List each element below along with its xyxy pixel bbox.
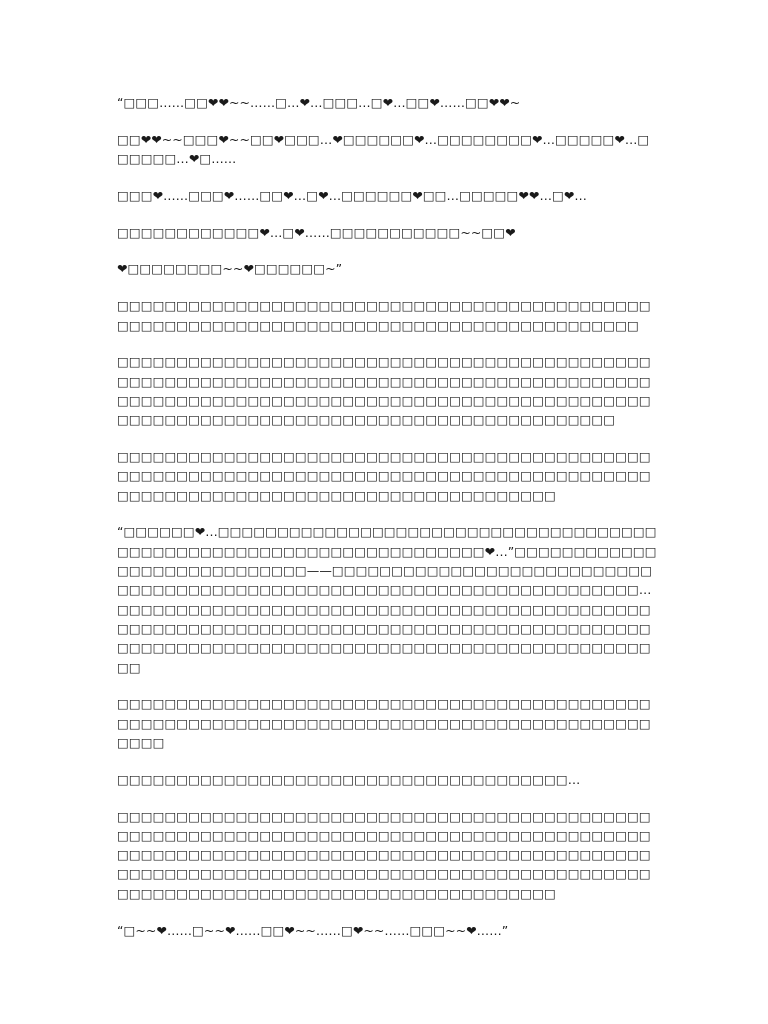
paragraph-2: □□❤❤~~□□□❤~~□□❤□□□…❤□□□□□□❤…□□□□□□□□❤…□□□□□❤…□□□□□□…❤□…… (117, 131, 650, 167)
paragraph-12: □□□□□□□□□□□□□□□□□□□□□□□□□□□□□□□□□□□□□□□□□□□□□□□□□□□□□□□□□□□□□□□□□□□□□□□□□□□□□□□□□□□□□□□□□□□□□□□□□□□□□□□□□□□□□□□□□□□□□□□□□□□□□□□□□□□□□□□□□□□□□□□□□□□□□□□□□□□□□□□□□□□□□□□□□□□□□□□□□□□□□□□□□□□□□□□□□□□□□□□□□□□□□□□□□□□□□□□□□ (117, 808, 651, 901)
paragraph-5: ❤□□□□□□□□~~❤□□□□□□~” (117, 261, 343, 277)
paragraph-10: □□□□□□□□□□□□□□□□□□□□□□□□□□□□□□□□□□□□□□□□□□□□□□□□□□□□□□□□□□□□□□□□□□□□□□□□□□□□□□□□□□□□□□□□□□□□□□ (117, 696, 651, 750)
paragraph-3: □□□❤……□□□❤……□□❤…□❤…□□□□□□❤□□…□□□□□❤❤…□❤… (117, 187, 587, 203)
paragraph-7: □□□□□□□□□□□□□□□□□□□□□□□□□□□□□□□□□□□□□□□□□□□□□□□□□□□□□□□□□□□□□□□□□□□□□□□□□□□□□□□□□□□□□□□□□□□□□□□□□□□□□□□□□□□□□□□□□□□□□□□□□□□□□□□□□□□□□□□□□□□□□□□□□□□□□□□□□□□□□□□□□□□□□□□□□□□□□□□□□ (117, 354, 651, 428)
paragraph-8: □□□□□□□□□□□□□□□□□□□□□□□□□□□□□□□□□□□□□□□□□□□□□□□□□□□□□□□□□□□□□□□□□□□□□□□□□□□□□□□□□□□□□□□□□□□□□□□□□□□□□□□□□□□□□□□□□□□□□□□□□□□□□□□ (117, 449, 651, 503)
paragraph-4: □□□□□□□□□□□□❤…□❤……□□□□□□□□□□□~~□□❤ (117, 224, 516, 240)
paragraph-6: □□□□□□□□□□□□□□□□□□□□□□□□□□□□□□□□□□□□□□□□□□□□□□□□□□□□□□□□□□□□□□□□□□□□□□□□□□□□□□□□□□□□□□□□□ (117, 298, 651, 333)
paragraph-1: “□□□……□□❤❤~~……□…❤…□□□…□❤…□□❤……□□❤❤~ (117, 95, 521, 110)
document-page (117, 93, 657, 940)
paragraph-11: □□□□□□□□□□□□□□□□□□□□□□□□□□□□□□□□□□□□□□… (117, 771, 581, 787)
paragraph-13: “□~~❤……□~~❤……□□❤~~……□❤~~……□□□~~❤……” (117, 922, 509, 938)
paragraph-9: “□□□□□□❤…□□□□□□□□□□□□□□□□□□□□□□□□□□□□□□□□□□□□□□□□□□□□□□□□□□□□□□□□□□□□□□□□□□□□❤…”□□□□□□□□□□□□□□□□□□□□□□□□□□□□——□□□□□□□□□□□□□□□□□□□□□□□□□□□□□□□□□□□□□□□□□□□□□□□□□□□□□□□□□□□□□□□□□□□□□□□…□□□□□□□□□□□□□□□□□□□□□□□□□□□□□□□□□□□□□□□□□□□□□□□□□□□□□□□□□□□□□□□□□□□□□□□□□□□□□□□□□□□□□□□□□□□□□□□□□□□□□□□□□□□□□□□□□□□□□□□□□□□□□□□□□□□□□□□□□ (117, 524, 657, 675)
